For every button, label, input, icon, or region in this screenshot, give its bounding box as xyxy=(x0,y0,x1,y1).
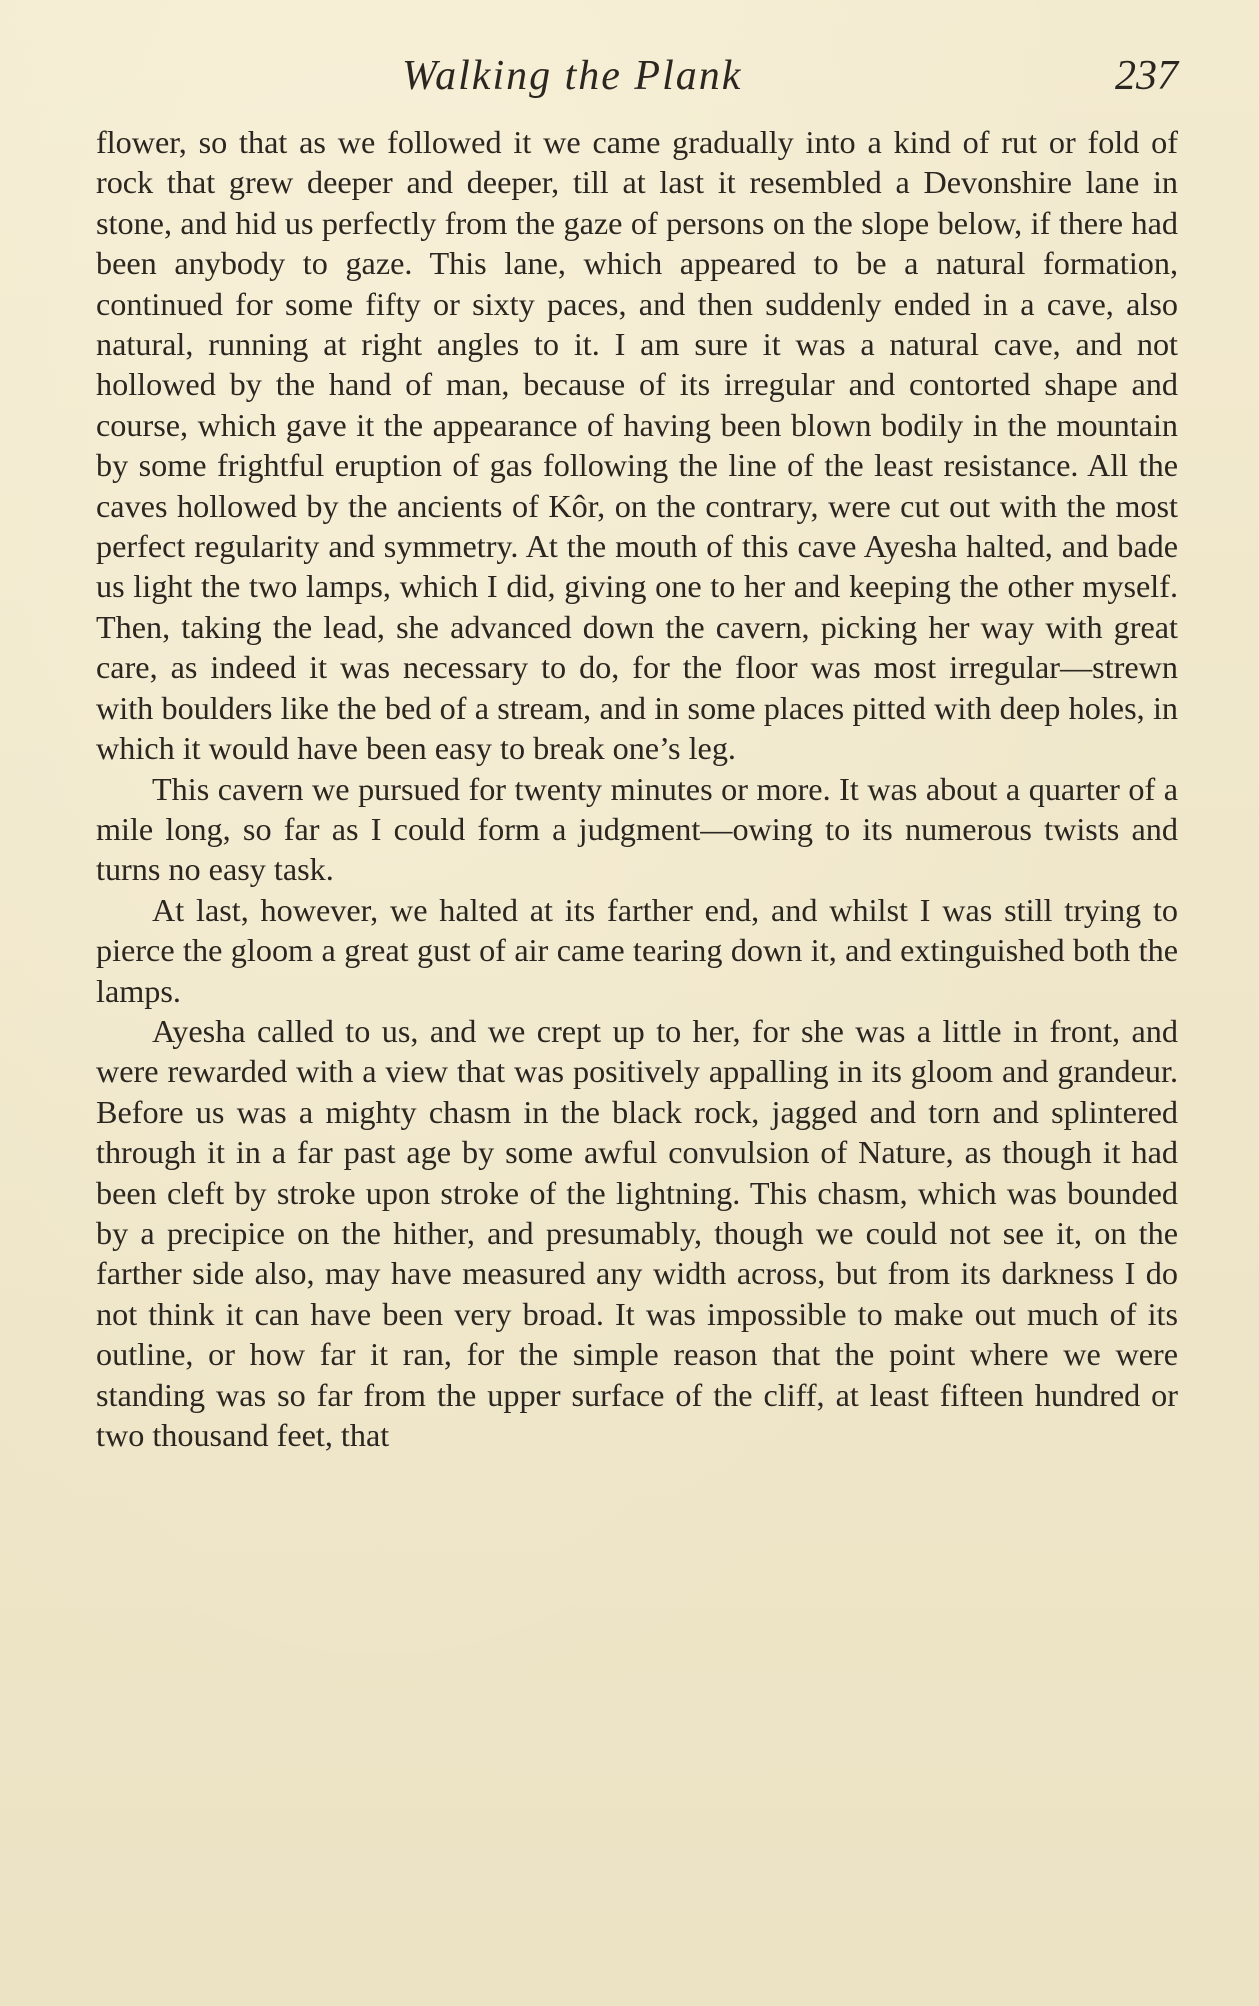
running-title: Walking the Plank xyxy=(402,53,743,99)
page-header xyxy=(96,52,1178,108)
paragraph-4: Ayesha called to us, and we crept up to her, for she was a little in front, and were rewarded with a view that was positively appalling in its gloom and grandeur. Before us was a mighty chasm in the black rock, jagged and torn and splintered through it in a far past age by some awful convulsion of Nature, as though it had been cleft by stroke upon stroke of the lightning. This chasm, which was bounded by a precipice on the hither, and presumably, though we could not see it, on the farther side also, may have measured any width across, but from its darkness I do not think it can have been very broad. It was impossible to make out much of its outline, or how far it ran, for the simple reason that the point where we were standing was so far from the upper surface of the cliff, at least fifteen hundred or two thousand feet, that xyxy=(96,1012,1178,1453)
page-number: 237 xyxy=(1115,53,1178,99)
paragraph-2: This cavern we pursued for twenty minutes or more. It was about a quarter of a mile long, so far as I could form a judgment—owing to its numerous twists and turns no easy task. xyxy=(96,770,1178,888)
paragraph-1: flower, so that as we followed it we came gradually into a kind of rut or fold of rock that grew deeper and deeper, till at last it resembled a Devonshire lane in stone, and hid us perfectly from the gaze of persons on the slope below, if there had been anybody to gaze. This lane, which appeared to be a natural formation, continued for some fifty or sixty paces, and then suddenly ended in a cave, also natural, running at right angles to it. I am sure it was a natural cave, and not hollowed by the hand of man, because of its irregular and contorted shape and course, which gave it the appearance of having been blown bodily in the mountain by some frightful eruption of gas following the line of the least resistance. All the caves hollowed by the ancients of Kôr, on the contrary, were cut out with the most perfect regularity and symmetry. At the mouth of this cave Ayesha halted, and bade us light the two lamps, which I did, giving one to her and keeping the other myself. Then, taking the lead, she advanced down the cavern, picking her way with great care, as indeed it was necessary to do, for the floor was most irregular—strewn with boulders like the bed of a stream, and in some places pitted with deep holes, in which it would have been easy to break one’s leg. xyxy=(96,124,1178,767)
paragraph-3: At last, however, we halted at its farther end, and whilst I was still trying to pierce the gloom a great gust of air came tearing down it, and extinguished both the lamps. xyxy=(96,891,1178,1009)
body-text xyxy=(96,122,1178,1455)
